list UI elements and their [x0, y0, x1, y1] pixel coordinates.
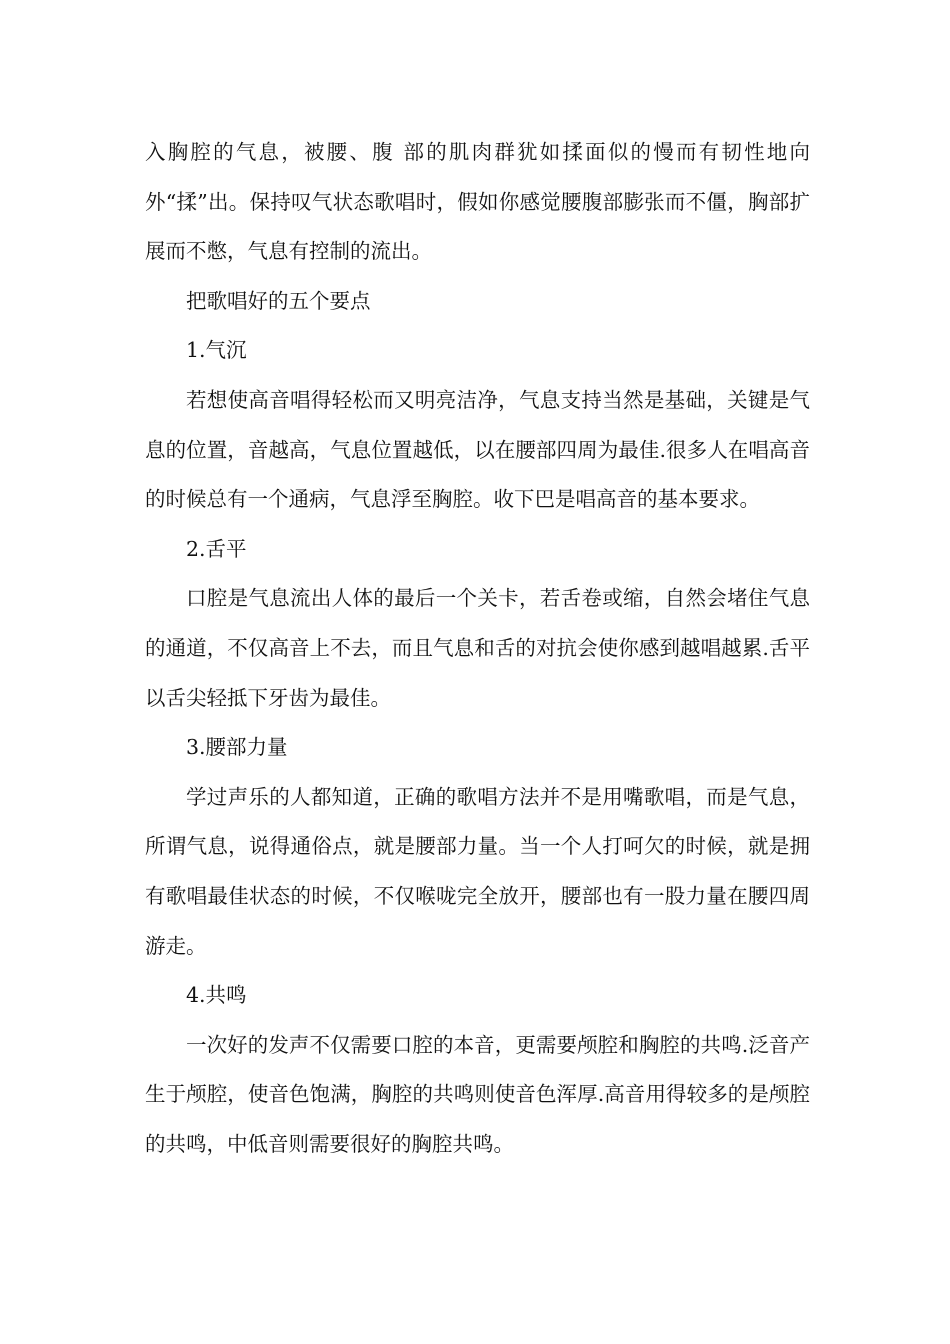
point-heading-3: 3.腰部力量	[186, 735, 288, 760]
point-body-3: 学过声乐的人都知道，正确的歌唱方法并不是用嘴歌唱，而是气息，所谓气息，说得通俗点，就是腰部力量。当一个人打呵欠的时候，就是拥有歌唱最佳状态的时候，不仅喉咙完全放开，腰部也有一股力量在腰四周游走。	[145, 784, 810, 958]
point-heading-2: 2.舌平	[186, 536, 247, 561]
document-body	[145, 128, 810, 1169]
point-body-1: 若想使高音唱得轻松而又明亮洁净，气息支持当然是基础，关键是气息的位置，音越高，气息位置越低，以在腰部四周为最佳.很多人在唱高音的时候总有一个通病，气息浮至胸腔。收下巴是唱高音的基本要求。	[145, 387, 810, 512]
paragraph-continued: 入胸腔的气息，被腰、腹 部的肌肉群犹如揉面似的慢而有韧性地向外“揉”出。保持叹气状态歌唱时，假如你感觉腰腹部膨张而不僵，胸部扩展而不憋，气息有控制的流出。	[145, 140, 810, 264]
point-body-2: 口腔是气息流出人体的最后一个关卡，若舌卷或缩，自然会堵住气息的通道，不仅高音上不去，而且气息和舌的对抗会使你感到越唱越累.舌平以舌尖轻抵下牙齿为最佳。	[145, 586, 810, 710]
point-heading-1: 1.气沉	[186, 338, 247, 363]
point-heading-4: 4.共鸣	[186, 983, 247, 1008]
section-title: 把歌唱好的五个要点	[186, 288, 371, 313]
point-body-4: 一次好的发声不仅需要口腔的本音，更需要颅腔和胸腔的共鸣.泛音产生于颅腔，使音色饱满，胸腔的共鸣则使音色浑厚.高音用得较多的是颅腔的共鸣，中低音则需要很好的胸腔共鸣。	[145, 1032, 810, 1156]
